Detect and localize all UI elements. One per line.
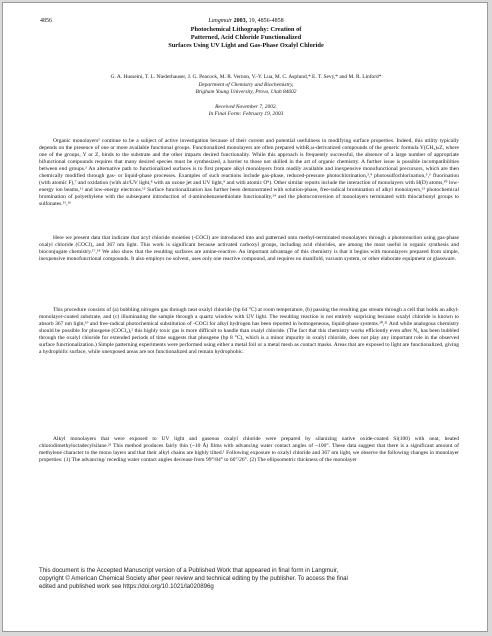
- author-list: G. A. Husseini, T. L. Niederhauser, J. G. Peacock, M. R. Vernon, V.-Y. Lua, M. C. Asplund,* E. T. Sevy,* and M. R. Linford*: [110, 74, 382, 80]
- title-line: Photochemical Lithography: Creation of: [190, 26, 302, 33]
- received-dates: [33, 104, 459, 118]
- title-line: Surfaces Using UV Light and Gas-Phase Oxalyl Chloride: [168, 42, 324, 49]
- notice-line: copyright © American Chemical Society after peer review and technical editing by the publisher. To access the final: [39, 575, 348, 582]
- journal-name: Langmuir: [208, 18, 233, 24]
- body-paragraph-1: Organic monolayers¹ continue to be a subject of active investigation because of their current and potential usefulness in modifying surface properties. Indeed, this utility typically depends on the presence of one or more available functional groups. Functionalized monolayers are often prepared withR,ω-derivatized compounds of the generic formula Y(CH₂)ₙZ, where one of the groups, Y or Z, binds to the substrate and the other imparts desired functionality. While this approach is frequently successful, the absence of a large number of appropriate bifunctional compounds requires that many desired species must be synthesized, a barrier to those not skilled in the art of organic chemistry. A further issue is possible incompatibilities between end groups.² An alternative path to functionalized surfaces is to first prepare alkyl monolayers from readily available and inexpensive monofunctional precursors, which are then chemically modified through gas- or liquid-phase processes. Examples of such reactions include gas-phase, reduced-pressure photochlorination,³,⁴ photosulfochlorination,⁵,⁶ fluorination (with atomic F),⁷ and oxidation (with air/UV light,⁸ with an ozone jet and UV light,⁹ and with atomic O⁸). Other similar reports include the interaction of monolayers with H(D) atoms,¹⁰ low-energy ion beams,¹¹ and low-energy electrons.¹² Surface functionalization has further been demonstrated with solution-phase, free-radical bromination of alkyl monolayers,¹³ photochemical bromination of polyethylene with the subsequent introduction of 4-aminobenzenethiolate functionality,¹⁴ and the photoconversion of monolayers terminated with thiocarbonyl groups to sulfonates.¹⁵,¹⁶: [39, 137, 459, 208]
- manuscript-page: [2, 2, 488, 632]
- notice-doi-line[interactable]: edited and published work see https://doi.org/10.1021/la020896g: [39, 583, 214, 590]
- article-title: [63, 26, 429, 50]
- page-number: 4856: [40, 18, 52, 24]
- title-line: Patterned, Acid Chloride Functionalized: [190, 34, 302, 41]
- notice-line: This document is the Accepted Manuscript version of a Published Work that appeared in final form in Langmuir,: [39, 567, 339, 574]
- body-paragraph-3: This procedure consists of (a) bubbling nitrogen gas through neat oxalyl chloride (bp 64 °C) at room temperature, (b) passing the resulting gas stream through a cell that holds an alkyl-monolayer-coated substrate, and (c) illuminating the sample through a quartz window with UV light. The resulting reaction is not entirely surprising because oxalyl chloride is known to absorb 367 nm light,¹⁹ and free-radical photochemical substitution of -COCl for alkyl hydrogen has been reported in homogeneous, liquid-phase systems.²⁰,²¹ And while analogous chemistry should be possible for phosgene (COCl₂),² this highly toxic gas is more difficult to handle than oxalyl chloride. (The fact that this chemistry works efficiently even after N₂ has been bubbled through the oxalyl chloride for extended periods of time suggests that phosgene (bp 8 °C), which is a minor impurity in oxalyl chloride, does not play any important role in the observed surface functionalization.) Simple patterning experiments were performed using either a metal foil or a metal mesh as contact masks. Areas that are exposed to light are functionalized, giving a hydrophilic surface, while unexposed areas are not functionalized and remain hydrophobic.: [39, 306, 459, 356]
- affiliation-address: Brigham Young University, Provo, Utah 84602: [195, 89, 297, 95]
- body-paragraph-2: Here we present data that indicate that acyl chloride moieties (-COCl) are introduced into and patterned onto methyl-terminated monolayers through a photoreaction using gas-phase oxalyl chloride (COCl)₂ and 367 nm light. This work is significant because activated carboxyl groups, including acid chlorides, are among the most useful in organic synthesis and bioconjugate chemistry.¹⁷,¹⁸ We also show that the resulting surfaces are amine-reactive. An important advantage of this chemistry is that it begins with monolayers prepared from simple, inexpensive monofunctional compounds. It also employs no solvent, uses only one reactive compound, and requires no manifold, vacuum system, or other elaborate equipment or glassware.: [39, 234, 459, 262]
- affiliation: [33, 82, 459, 96]
- received-date: Received November 7, 2002.: [215, 104, 277, 110]
- journal-citation: [3, 18, 488, 24]
- body-paragraph-4: Alkyl monolayers that were exposed to UV light and gaseous oxalyl chloride were prepared by silanizing native oxide-coated Si(100) with neat, heated chlorodimethyloctadecylsilane.²² This method produces fairly thin (~10 Å) films with advancing water contact angles of ~100°. These data suggest that there is a significant amount of methylene character to the mono layers and that their alkyl chains are highly tilted.¹ Following exposure to oxalyl chloride and 367 nm light, we observe the following changes in monolayer properties: (1) The advancing/ receding water contact angles decrease from 99°/84° to 66°/26°. (2) The ellipsometric thickness of the monolayer: [39, 435, 459, 463]
- journal-year: 2003,: [233, 18, 248, 24]
- affiliation-department: Department of Chemistry and Biochemistry,: [198, 82, 294, 88]
- journal-volume-pages: 19, 4856-4858: [248, 18, 284, 24]
- final-form-date: In Final Form: February 19, 2003: [208, 111, 284, 117]
- accepted-manuscript-notice: [39, 567, 459, 591]
